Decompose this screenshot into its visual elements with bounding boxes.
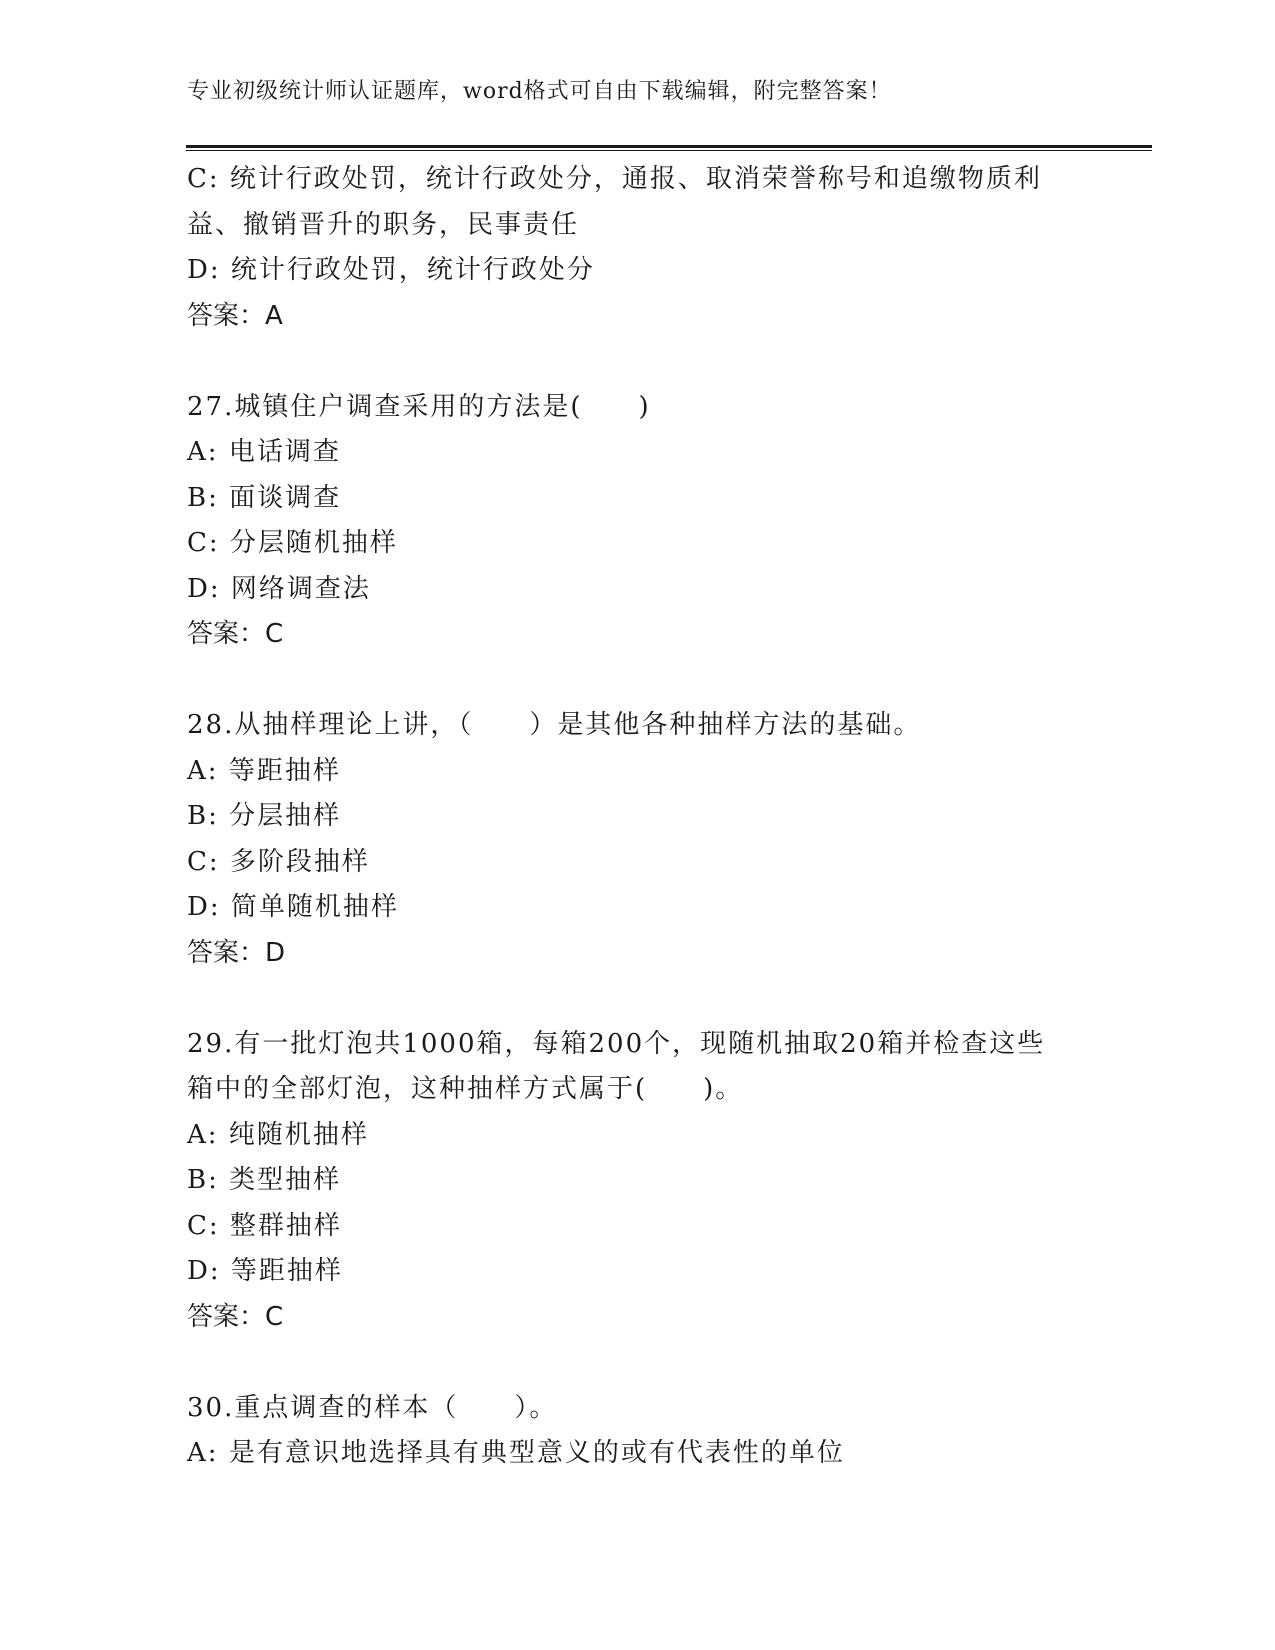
option-line <box>187 1113 1087 1159</box>
option-text: 简单随机抽样 <box>230 892 399 922</box>
option-text: 多阶段抽样 <box>229 846 370 877</box>
option-label: D: <box>187 573 221 604</box>
question-27 <box>187 385 1087 658</box>
option-line <box>187 1249 1087 1295</box>
option-line <box>187 794 1087 840</box>
option-label: B: <box>187 482 219 513</box>
question-list <box>187 157 1087 1477</box>
option-label: A: <box>187 437 219 467</box>
header-rule-thick <box>186 145 1152 148</box>
option-label: A: <box>187 1119 219 1150</box>
option-text: 分层随机抽样 <box>229 528 398 558</box>
option-label: C: <box>187 846 220 877</box>
option-line <box>187 567 1087 613</box>
question-stem: 30.重点调查的样本（ ）。 <box>187 1392 558 1423</box>
option-label: C: <box>187 164 220 194</box>
option-label: D: <box>187 892 221 922</box>
option-text: 电话调查 <box>228 437 341 467</box>
option-label: D: <box>187 255 221 285</box>
option-label: B: <box>187 801 219 831</box>
header-rule-thin <box>186 150 1152 151</box>
option-line <box>187 1431 1087 1477</box>
option-text: 面谈调查 <box>229 482 342 513</box>
option-line <box>187 885 1087 931</box>
question-stem-wrap: 箱中的全部灯泡，这种抽样方式属于( )。 <box>187 1074 744 1104</box>
question-stem: 29.有一批灯泡共1000箱，每箱200个，现随机抽取20箱并检查这些 <box>187 1028 1046 1059</box>
option-text: 统计行政处罚，统计行政处分 <box>230 255 595 285</box>
option-text: 是有意识地选择具有典型意义的或有代表性的单位 <box>228 1438 845 1468</box>
option-line-wrap: 益、撤销晋升的职务，民事责任 <box>187 209 580 240</box>
answer-line: 答案：A <box>187 300 283 331</box>
option-line <box>187 157 1087 203</box>
question-stem: 27.城镇住户调查采用的方法是( ) <box>187 391 651 422</box>
option-line <box>187 749 1087 795</box>
option-label: A: <box>187 1438 219 1468</box>
question-30 <box>187 1386 1087 1477</box>
option-text: 等距抽样 <box>230 1256 343 1286</box>
option-text: 整群抽样 <box>229 1210 342 1241</box>
option-line <box>187 840 1087 886</box>
option-label: B: <box>187 1165 219 1195</box>
option-label: C: <box>187 1210 220 1241</box>
option-label: A: <box>187 755 219 786</box>
option-label: D: <box>187 1256 221 1286</box>
option-line <box>187 1204 1087 1250</box>
question-stem: 28.从抽样理论上讲，（ ）是其他各种抽样方法的基础。 <box>187 710 922 740</box>
option-text: 等距抽样 <box>228 755 341 786</box>
page-header: 专业初级统计师认证题库，word格式可自由下载编辑，附完整答案！ <box>187 79 892 104</box>
option-line <box>187 430 1087 476</box>
option-text: 网络调查法 <box>230 573 371 604</box>
option-text: 分层抽样 <box>229 801 342 831</box>
option-line <box>187 248 1087 294</box>
answer-line: 答案：C <box>187 619 284 649</box>
option-label: C: <box>187 528 220 558</box>
option-text: 类型抽样 <box>229 1165 342 1195</box>
answer-line: 答案：C <box>187 1301 284 1332</box>
option-text: 纯随机抽样 <box>228 1119 369 1150</box>
option-line <box>187 1158 1087 1204</box>
question-29 <box>187 1022 1087 1341</box>
question-continuation <box>187 157 1087 339</box>
option-line <box>187 521 1087 567</box>
answer-line: 答案：D <box>187 937 286 968</box>
option-text: 统计行政处罚，统计行政处分，通报、取消荣誉称号和追缴物质利 <box>229 164 1042 194</box>
option-line <box>187 476 1087 522</box>
question-28 <box>187 703 1087 976</box>
